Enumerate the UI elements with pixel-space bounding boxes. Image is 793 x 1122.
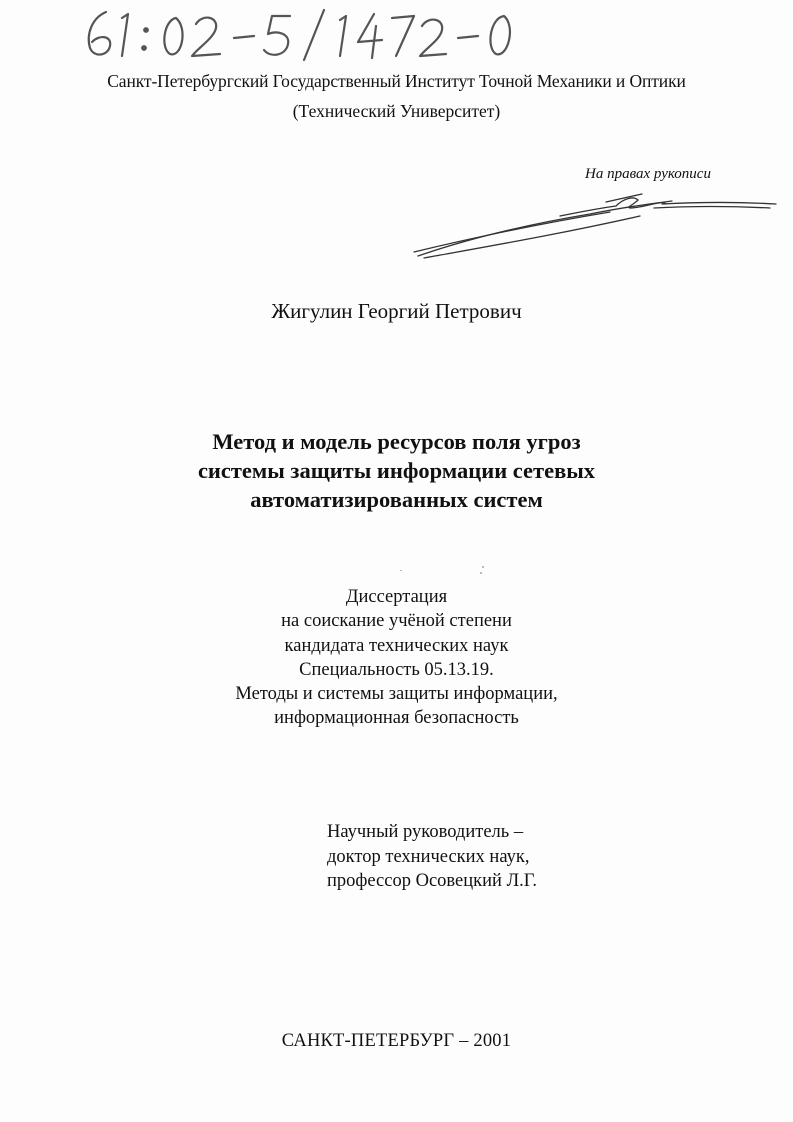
signature [410, 186, 780, 266]
city-year: САНКТ-ПЕТЕРБУРГ – 2001 [281, 1031, 512, 1051]
institute-name: Санкт-Петербургский Государственный Институт Точной Механики и Оптики [107, 71, 686, 91]
supervisor-line: доктор технических наук, [327, 846, 530, 867]
dissertation-title [0, 427, 793, 514]
institute-subtitle: (Технический Университет) [292, 101, 501, 121]
supervisor-info [327, 820, 537, 894]
handwritten-archive-number [78, 4, 518, 62]
scan-speck [400, 570, 402, 571]
dissertation-line: Специальность 05.13.19. [299, 659, 494, 680]
author-name: Жигулин Георгий Петрович [271, 299, 522, 323]
dissertation-line: кандидата технических наук [284, 635, 509, 656]
dissertation-info [0, 585, 793, 731]
manuscript-note: На правах рукописи [585, 166, 711, 182]
supervisor-line: профессор Осовецкий Л.Г. [327, 871, 537, 891]
title-line: автоматизированных систем [250, 487, 543, 512]
supervisor-line: Научный руководитель – [327, 822, 524, 842]
dissertation-line: информационная безопасность [274, 708, 519, 729]
title-line: системы защиты информации сетевых [197, 458, 596, 483]
dissertation-line: Диссертация [345, 587, 448, 607]
scan-speck [482, 566, 484, 568]
title-line: Метод и модель ресурсов поля угроз [212, 429, 581, 454]
scan-speck [480, 572, 482, 574]
dissertation-line: на соискание учёной степени [281, 611, 512, 632]
dissertation-line: Методы и системы защиты информации, [235, 684, 558, 705]
